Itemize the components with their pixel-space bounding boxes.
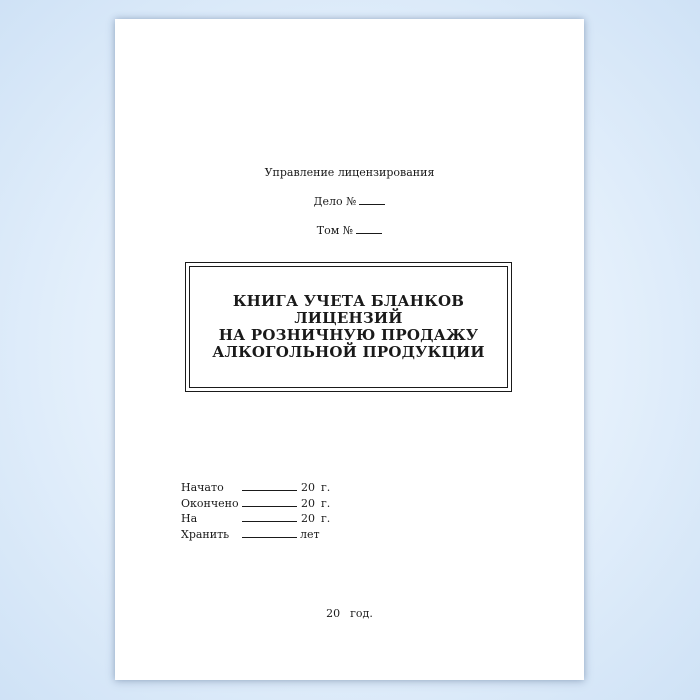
title-line: ЛИЦЕНЗИЙ [294,309,403,327]
date-suffix: г. [321,512,331,525]
date-suffix: г. [321,481,331,494]
footer-year-number: 20 [326,607,341,620]
date-year: 20 [301,481,315,494]
date-row-started [181,480,330,496]
date-label: На [181,512,198,525]
date-year: 20 [301,512,315,525]
date-blank [242,496,297,507]
keep-blank [242,527,297,538]
date-suffix: г. [321,496,331,510]
organization-name: Управление лицензирования [264,166,435,179]
date-label: Окончено [181,496,239,510]
date-blank [242,480,297,491]
volume-number-blank [356,223,382,234]
date-row-on [181,511,330,527]
footer-year [115,607,584,621]
date-year: 20 [301,496,315,510]
volume-number-label: Том № [316,224,354,237]
footer-year-suffix: год. [350,607,373,620]
date-row-finished [181,496,330,512]
case-number-label: Дело № [313,195,357,208]
dates-block [181,480,330,542]
title-line: НА РОЗНИЧНУЮ ПРОДАЖУ [218,326,479,344]
volume-number-line [115,223,584,238]
date-blank [242,511,297,522]
case-number-blank [359,194,385,205]
title-line: АЛКОГОЛЬНОЙ ПРОДУКЦИИ [212,343,485,361]
title-inner-frame [189,266,508,388]
title-frame [185,262,512,392]
keep-label: Хранить [181,527,230,541]
keep-suffix: лет [300,527,320,541]
case-number-line [115,194,584,209]
title-line: КНИГА УЧЕТА БЛАНКОВ [232,292,465,310]
keep-row [181,527,330,543]
document-title [212,293,485,361]
document-page [115,19,584,680]
date-label: Начато [181,481,224,494]
